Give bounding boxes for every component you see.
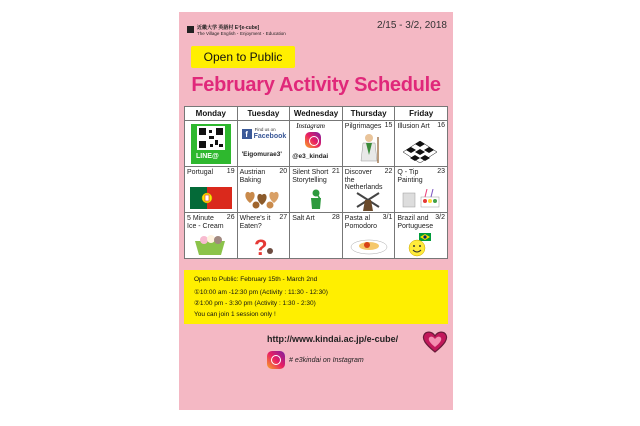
cell-salt-art	[290, 213, 343, 259]
date-number: 21	[331, 168, 340, 175]
cell-ice-cream	[185, 213, 238, 259]
page-title: February Activity Schedule	[191, 74, 441, 96]
date-number: 19	[226, 168, 235, 175]
facebook-handle: 'Eigomurae3'	[241, 151, 282, 158]
day-header-wednesday: Wednesday	[290, 107, 343, 121]
logo-line1: 近畿大学 英語村 E³[e-cube]	[197, 25, 260, 31]
instagram-icon	[305, 132, 321, 148]
svg-text:?: ?	[253, 237, 268, 257]
cell-q-tip-painting	[395, 167, 448, 213]
kindai-logo	[187, 26, 286, 36]
paint-supplies-icon	[401, 189, 441, 209]
cell-silent-storytelling	[290, 167, 343, 213]
table-row	[185, 213, 448, 259]
date-number: 22	[384, 168, 393, 175]
activity-label: Austrian Baking	[239, 169, 266, 184]
day-header-monday: Monday	[185, 107, 238, 121]
date-number: 26	[226, 214, 235, 221]
windmill-icon	[353, 191, 383, 211]
cell-pasta	[342, 213, 395, 259]
date-number: 15	[384, 122, 393, 129]
date-number: 23	[437, 168, 445, 175]
day-header-tuesday: Tuesday	[237, 107, 290, 121]
ice-cream-icon	[193, 235, 227, 255]
website-link[interactable]: http://www.kindai.ac.jp/e-cube/	[267, 334, 399, 344]
day-header-friday: Friday	[395, 107, 448, 121]
date-number: 20	[279, 168, 288, 175]
activity-label: Illusion Art	[397, 123, 430, 130]
activity-label: Pasta al Pomodoro	[344, 215, 378, 230]
activity-label: Brazil and Portuguese	[397, 215, 434, 230]
schedule-table	[184, 106, 448, 259]
instagram-handle: @e3_kindai	[292, 153, 329, 160]
activity-label: Where's it Eaten?	[239, 215, 271, 230]
facebook-icon: f	[242, 129, 252, 139]
cell-austrian-baking	[237, 167, 290, 213]
date-number: 27	[279, 214, 288, 221]
date-number: 28	[331, 214, 340, 221]
info-note: You can join 1 session only !	[194, 311, 276, 318]
line-label: LINE@	[196, 153, 219, 160]
activity-label: Pilgrimages	[344, 123, 382, 130]
activity-label: 5 Minute Ice - Cream	[187, 215, 224, 230]
cell-illusion-art	[395, 121, 448, 167]
facebook-label: Facebook	[253, 133, 287, 140]
heart-icon	[422, 330, 448, 354]
instagram-row	[267, 351, 364, 369]
info-box	[184, 270, 448, 324]
logo-mark-icon	[187, 26, 194, 33]
cell-netherlands	[342, 167, 395, 213]
activity-label: Silent Short Storytelling	[292, 169, 329, 184]
activity-label: Discover the Netherlands	[344, 169, 383, 191]
illusion-art-icon	[403, 141, 437, 163]
table-row	[185, 121, 448, 167]
date-number: 3/2	[435, 214, 445, 221]
cell-pilgrimages	[342, 121, 395, 167]
day-header-thursday: Thursday	[342, 107, 395, 121]
activity-label: Q - Tip Painting	[397, 169, 423, 184]
logo-line2: The Village English・Enjoyment・Education	[197, 31, 286, 36]
instagram-icon	[267, 351, 285, 369]
instagram-hashtag: # e3kindai on Instagram	[289, 356, 364, 364]
facebook-find-us: Find us on	[254, 127, 276, 132]
cookies-icon	[244, 189, 284, 209]
table-header-row	[185, 107, 448, 121]
silent-person-icon	[308, 189, 324, 211]
open-to-public-badge: Open to Public	[191, 46, 295, 68]
cell-line-qr	[185, 121, 238, 167]
info-session-2: ②1:00 pm - 3:30 pm (Activity : 1:30 - 2:30)	[194, 300, 316, 307]
cell-portugal	[185, 167, 238, 213]
cell-facebook	[237, 121, 290, 167]
pasta-plate-icon	[349, 237, 389, 255]
activity-label: Salt Art	[292, 215, 315, 222]
cell-where-eaten	[237, 213, 290, 259]
portugal-flag-icon	[190, 187, 232, 209]
cell-instagram	[290, 121, 343, 167]
activity-label: Portugal	[187, 169, 214, 176]
date-number: 3/1	[382, 214, 393, 221]
poster	[179, 12, 453, 410]
brazil-smiley-icon	[407, 233, 433, 257]
table-row	[185, 167, 448, 213]
date-range: 2/15 - 3/2, 2018	[376, 20, 447, 31]
cell-brazil	[395, 213, 448, 259]
date-number: 16	[437, 122, 445, 129]
info-session-1: ①10:00 am -12:30 pm (Activity : 11:30 - 12:30)	[194, 289, 328, 296]
pilgrim-icon	[357, 133, 381, 165]
question-mark-icon	[250, 237, 276, 257]
info-open-dates: Open to Public: February 15th - March 2nd	[194, 276, 318, 283]
instagram-wordmark: Instagram	[296, 122, 325, 130]
